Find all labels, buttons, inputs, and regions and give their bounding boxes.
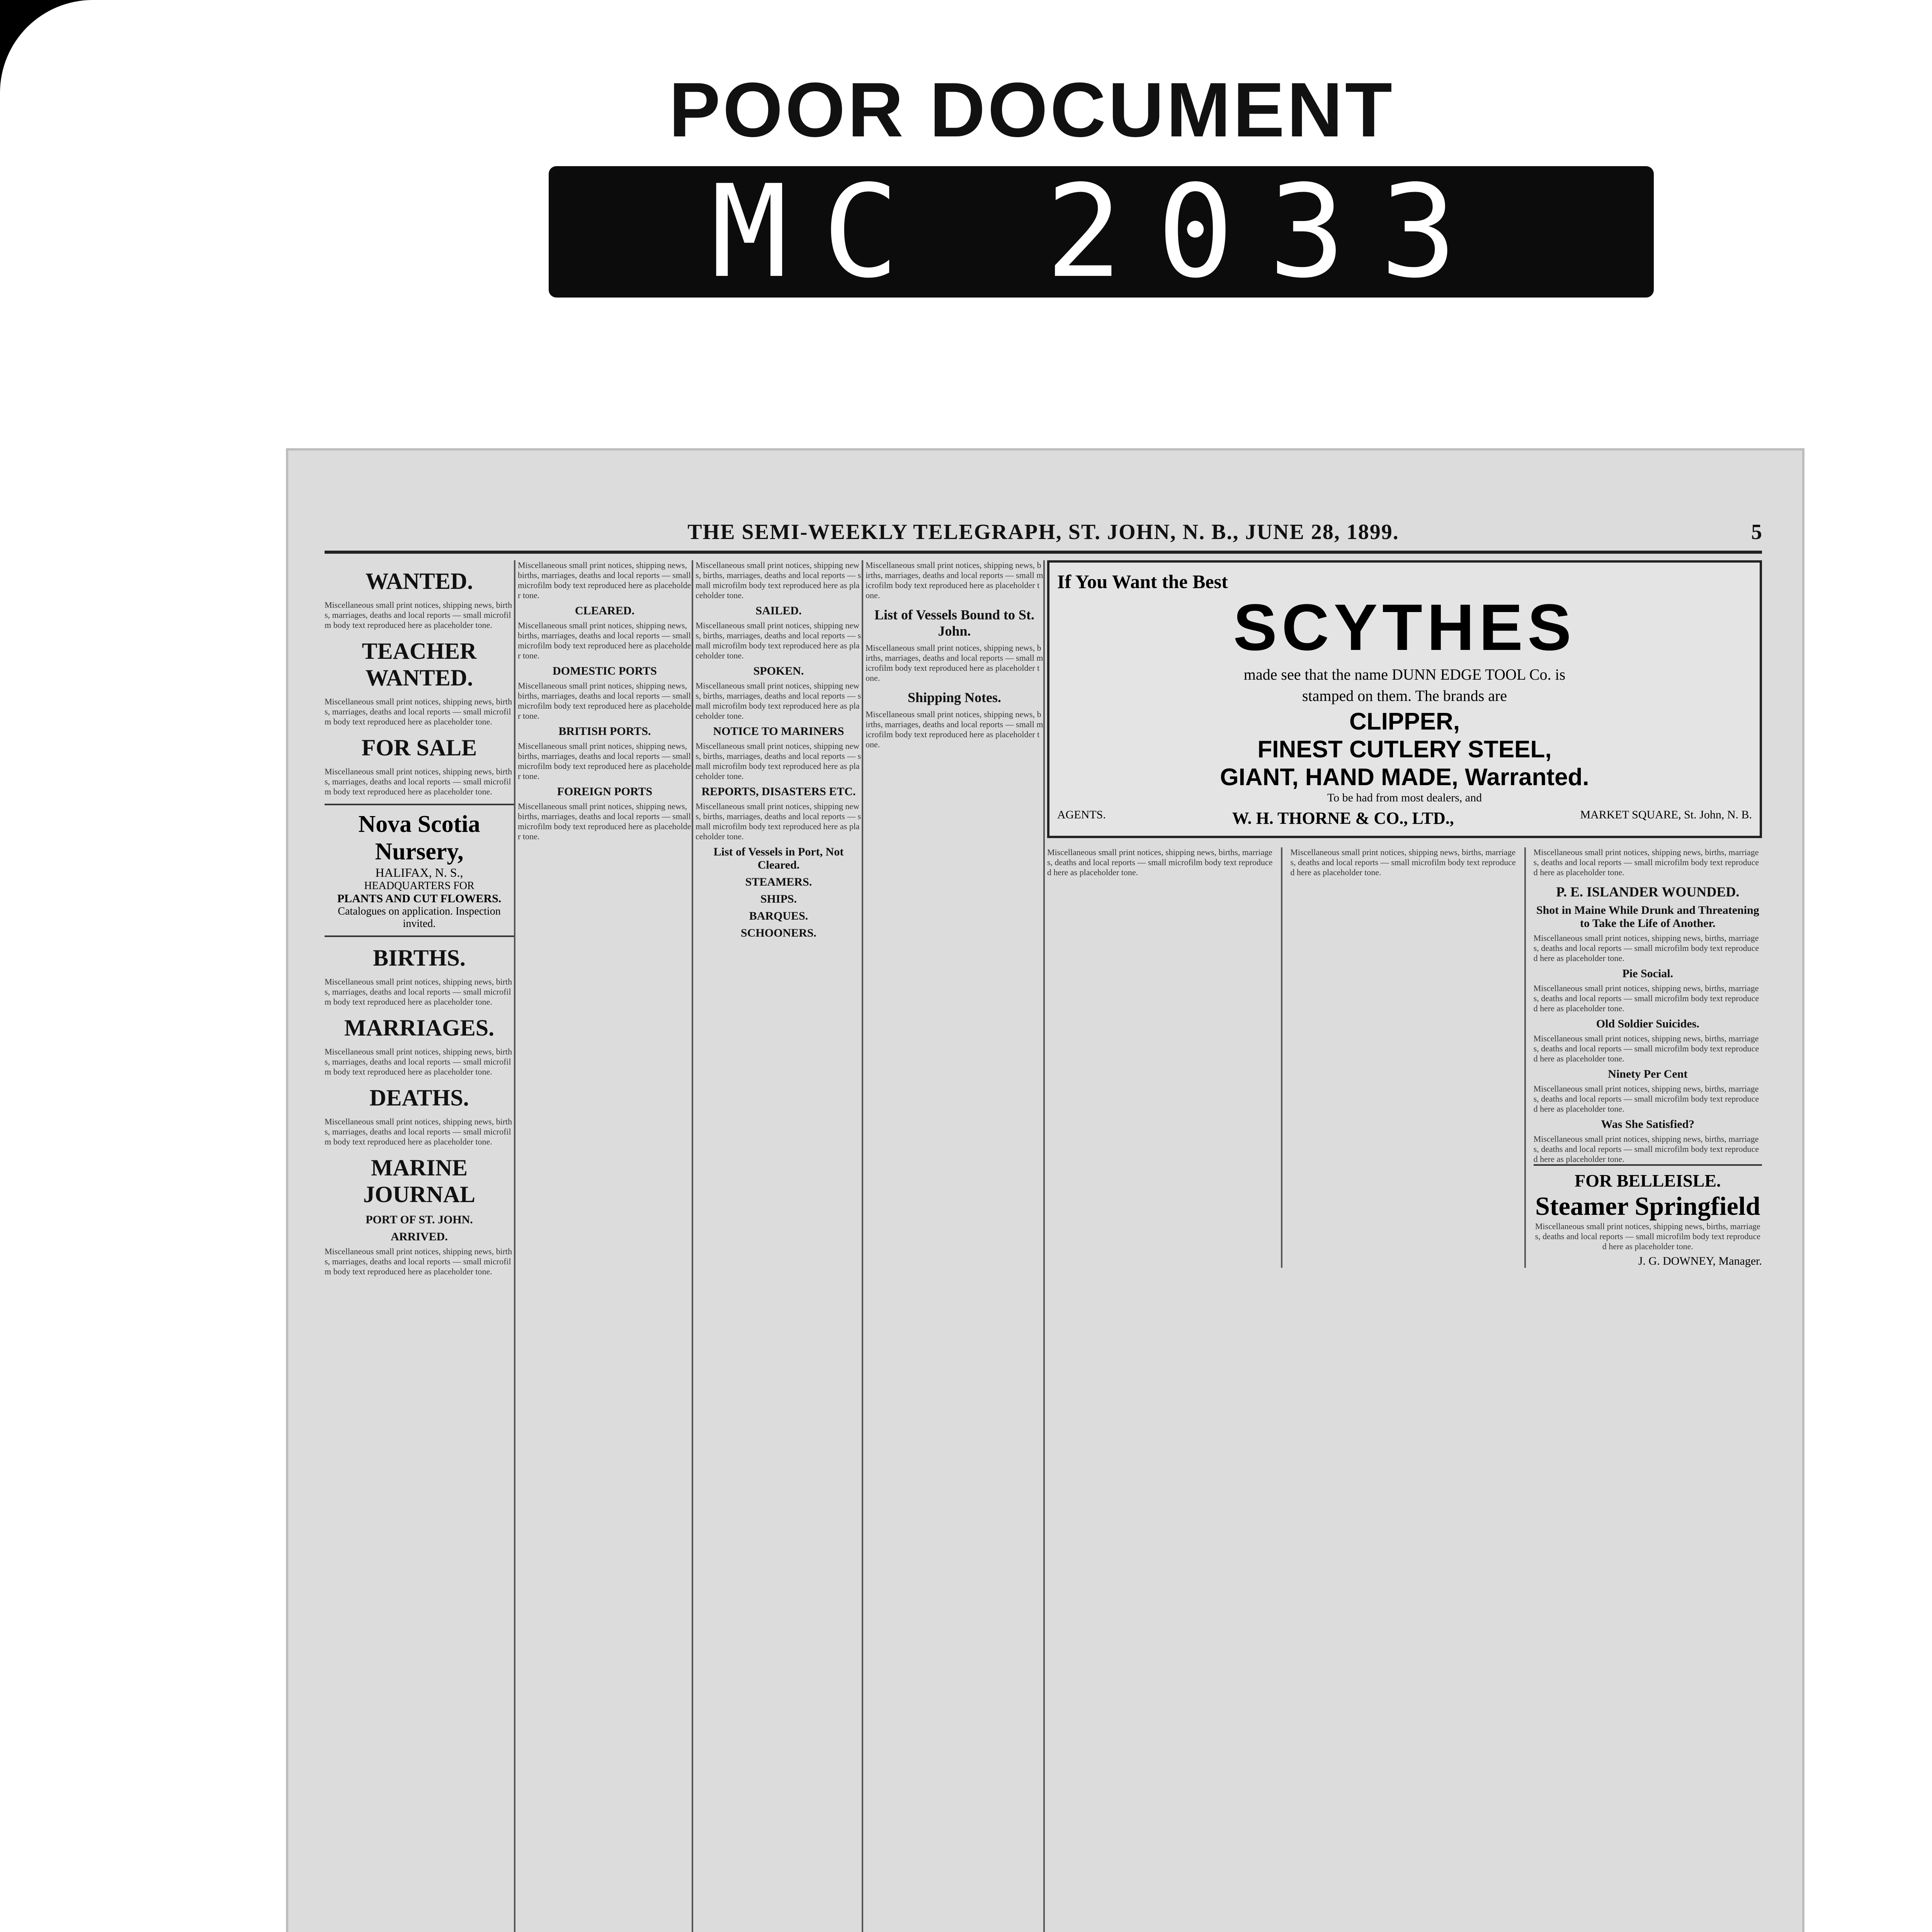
heading-births: BIRTHS. bbox=[373, 945, 466, 971]
masthead-rule bbox=[325, 551, 1762, 554]
heading-cleared: CLEARED. bbox=[575, 604, 635, 617]
vessel-type-ships: SHIPS. bbox=[760, 893, 797, 905]
column-body: Miscellaneous small print notices, shipping news, births, marriages, deaths and local reports — small microfilm body text reproduced here as placeholder tone. bbox=[1047, 847, 1273, 877]
column-body: Miscellaneous small print notices, shipping news, births, marriages, deaths and local reports — small microfilm body text reproduced here as placeholder tone. bbox=[325, 1117, 512, 1146]
heading-port-of-st-john: PORT OF ST. JOHN. bbox=[366, 1213, 473, 1226]
column-body: Miscellaneous small print notices, shipping news, births, marriages, deaths and local reports — small microfilm body text reproduced here as placeholder tone. bbox=[518, 681, 691, 721]
column-body: Miscellaneous small print notices, shipping news, births, marriages, deaths and local reports — small microfilm body text reproduced here as placeholder tone. bbox=[325, 1047, 512, 1077]
column-6 bbox=[1290, 847, 1526, 1268]
vessel-type-schooners: SCHOONERS. bbox=[741, 927, 816, 939]
heading-shipping-notes: Shipping Notes. bbox=[907, 690, 1002, 705]
heading-ninety-per-cent: Ninety Per Cent bbox=[1608, 1068, 1688, 1080]
column-body: Miscellaneous small print notices, shipping news, births, marriages, deaths and local reports — small microfilm body text reproduced here as placeholder tone. bbox=[1533, 1034, 1759, 1063]
heading-teacher-wanted: TEACHER WANTED. bbox=[362, 638, 477, 690]
column-body: Miscellaneous small print notices, shipping news, births, marriages, deaths and local reports — small microfilm body text reproduced here as placeholder tone. bbox=[696, 741, 861, 781]
heading-old-soldier: Old Soldier Suicides. bbox=[1596, 1017, 1699, 1030]
column-body: Miscellaneous small print notices, shipping news, births, marriages, deaths and local reports — small microfilm body text reproduced here as placeholder tone. bbox=[866, 709, 1043, 749]
subheading-pei-wounded: Shot in Maine While Drunk and Threatening to Take the Life of Another. bbox=[1536, 904, 1759, 930]
scythes-ad-lead: If You Want the Best bbox=[1057, 571, 1228, 592]
nursery-tagline: HEADQUARTERS FOR bbox=[364, 880, 474, 892]
heading-deaths: DEATHS. bbox=[369, 1085, 469, 1111]
scythes-ad-line-2: stamped on them. The brands are bbox=[1302, 687, 1507, 704]
column-body: Miscellaneous small print notices, shipping news, births, marriages, deaths and local reports — small microfilm body text reproduced here as placeholder tone. bbox=[696, 621, 861, 660]
right-columns bbox=[1047, 560, 1762, 1932]
masthead: THE SEMI-WEEKLY TELEGRAPH, ST. JOHN, N. B., JUNE 28, 1899. bbox=[687, 520, 1399, 544]
column-body: Miscellaneous small print notices, shipping news, births, marriages, deaths and local reports — small microfilm body text reproduced here as placeholder tone. bbox=[866, 643, 1043, 683]
vessel-type-barques: BARQUES. bbox=[749, 910, 808, 922]
scythes-ad-brand: SCYTHES bbox=[1233, 591, 1576, 664]
heading-pie-social: Pie Social. bbox=[1622, 967, 1673, 980]
heading-pei-wounded: P. E. ISLANDER WOUNDED. bbox=[1556, 884, 1740, 900]
nursery-ad bbox=[325, 804, 514, 937]
scythes-ad-brand-3: GIANT, HAND MADE, Warranted. bbox=[1220, 764, 1589, 791]
steamer-name: Steamer Springfield bbox=[1535, 1191, 1760, 1221]
steamer-ad-signature: J. G. DOWNEY, Manager. bbox=[1638, 1255, 1762, 1267]
column-body: Miscellaneous small print notices, shipping news, births, marriages, deaths and local reports — small microfilm body text reproduced here as placeholder tone. bbox=[325, 767, 512, 796]
scythes-ad-agent: W. H. THORNE & CO., LTD., bbox=[1232, 809, 1454, 828]
column-body: Miscellaneous small print notices, shipping news, births, marriages, deaths and local reports — small microfilm body text reproduced here as placeholder tone. bbox=[696, 681, 861, 721]
nursery-goods: PLANTS AND CUT FLOWERS. bbox=[337, 892, 502, 905]
heading-sailed: SAILED. bbox=[755, 604, 802, 617]
heading-was-she-satisfied: Was She Satisfied? bbox=[1601, 1118, 1695, 1131]
column-body: Miscellaneous small print notices, shipping news, births, marriages, deaths and local reports — small microfilm body text reproduced here as placeholder tone. bbox=[518, 621, 691, 660]
column-1 bbox=[325, 560, 515, 1932]
heading-arrived: ARRIVED. bbox=[391, 1230, 448, 1243]
column-5 bbox=[1047, 847, 1282, 1268]
vessel-type-steamers: STEAMERS. bbox=[745, 876, 812, 888]
column-body: Miscellaneous small print notices, shipping news, births, marriages, deaths and local reports — small microfilm body text reproduced here as placeholder tone. bbox=[696, 560, 861, 600]
story-columns bbox=[1047, 847, 1762, 1268]
scythes-ad-agents-label: AGENTS. bbox=[1057, 808, 1106, 821]
heading-notice-to-mariners: NOTICE TO MARINERS bbox=[713, 725, 844, 738]
column-body: Miscellaneous small print notices, shipping news, births, marriages, deaths and local reports — small microfilm body text reproduced here as placeholder tone. bbox=[1535, 1221, 1761, 1251]
scythes-ad-line-1: made see that the name DUNN EDGE TOOL Co. is bbox=[1243, 666, 1566, 683]
nursery-place: HALIFAX, N. S., bbox=[375, 866, 463, 879]
heading-wanted: WANTED. bbox=[365, 568, 473, 594]
column-body: Miscellaneous small print notices, shipping news, births, marriages, deaths and local reports — small microfilm body text reproduced here as placeholder tone. bbox=[866, 560, 1043, 600]
heading-british-ports: BRITISH PORTS. bbox=[558, 725, 651, 738]
heading-for-sale: FOR SALE bbox=[361, 735, 477, 760]
column-body: Miscellaneous small print notices, shipping news, births, marriages, deaths and local reports — small microfilm body text reproduced here as placeholder tone. bbox=[518, 801, 691, 841]
scythes-ad-dealers: To be had from most dealers, and bbox=[1327, 791, 1482, 804]
column-body: Miscellaneous small print notices, shipping news, births, marriages, deaths and local reports — small microfilm body text reproduced here as placeholder tone. bbox=[1533, 983, 1759, 1013]
column-7 bbox=[1534, 847, 1762, 1268]
page-number: 5 bbox=[1751, 520, 1762, 544]
column-body: Miscellaneous small print notices, shipping news, births, marriages, deaths and local reports — small microfilm body text reproduced here as placeholder tone. bbox=[1533, 933, 1759, 963]
poor-document-label: POOR DOCUMENT bbox=[669, 67, 1395, 153]
column-body: Miscellaneous small print notices, shipping news, births, marriages, deaths and local reports — small microfilm body text reproduced here as placeholder tone. bbox=[1533, 1084, 1759, 1114]
column-body: Miscellaneous small print notices, shipping news, births, marriages, deaths and local reports — small microfilm body text reproduced here as placeholder tone. bbox=[325, 1247, 512, 1276]
column-body: Miscellaneous small print notices, shipping news, births, marriages, deaths and local reports — small microfilm body text reproduced here as placeholder tone. bbox=[325, 977, 512, 1007]
column-body: Miscellaneous small print notices, shipping news, births, marriages, deaths and local reports — small microfilm body text reproduced here as placeholder tone. bbox=[325, 697, 512, 726]
column-body: Miscellaneous small print notices, shipping news, births, marriages, deaths and local reports — small microfilm body text reproduced here as placeholder tone. bbox=[518, 741, 691, 781]
column-3 bbox=[696, 560, 863, 1932]
heading-marine-journal: MARINE JOURNAL bbox=[363, 1155, 475, 1207]
heading-vessels-bound: List of Vessels Bound to St. John. bbox=[874, 607, 1035, 639]
heading-reports-disasters: REPORTS, DISASTERS ETC. bbox=[701, 785, 856, 798]
column-body: Miscellaneous small print notices, shipping news, births, marriages, deaths and local reports — small microfilm body text reproduced here as placeholder tone. bbox=[518, 560, 691, 600]
column-body: Miscellaneous small print notices, shipping news, births, marriages, deaths and local reports — small microfilm body text reproduced here as placeholder tone. bbox=[1533, 847, 1759, 877]
heading-foreign-ports: FOREIGN PORTS bbox=[557, 785, 653, 798]
nursery-catalogue: Catalogues on application. Inspection invited. bbox=[338, 905, 501, 930]
scythes-ad-address: MARKET SQUARE, St. John, N. B. bbox=[1580, 808, 1752, 821]
column-body: Miscellaneous small print notices, shipping news, births, marriages, deaths and local reports — small microfilm body text reproduced here as placeholder tone. bbox=[325, 600, 512, 630]
scythes-ad-brand-1: CLIPPER, bbox=[1349, 708, 1460, 735]
column-4 bbox=[866, 560, 1045, 1932]
heading-domestic-ports: DOMESTIC PORTS bbox=[553, 665, 657, 677]
nursery-name: Nova Scotia Nursery, bbox=[358, 811, 480, 865]
reel-code-bar: MC 2033 bbox=[549, 166, 1654, 298]
scythes-ad bbox=[1047, 560, 1762, 838]
column-body: Miscellaneous small print notices, shipping news, births, marriages, deaths and local reports — small microfilm body text reproduced here as placeholder tone. bbox=[1533, 1134, 1759, 1164]
scythes-ad-agent-row bbox=[1057, 808, 1752, 828]
heading-spoken: SPOKEN. bbox=[753, 665, 804, 677]
heading-marriages: MARRIAGES. bbox=[344, 1015, 495, 1041]
heading-vessels-in-port: List of Vessels in Port, Not Cleared. bbox=[713, 845, 844, 871]
heading-for-belleisle: FOR BELLEISLE. bbox=[1575, 1171, 1721, 1190]
scythes-ad-brand-2: FINEST CUTLERY STEEL, bbox=[1257, 736, 1552, 763]
column-2 bbox=[518, 560, 693, 1932]
steamer-ad bbox=[1534, 1164, 1762, 1268]
newspaper-page bbox=[286, 448, 1804, 1932]
column-body: Miscellaneous small print notices, shipping news, births, marriages, deaths and local reports — small microfilm body text reproduced here as placeholder tone. bbox=[696, 801, 861, 841]
column-body: Miscellaneous small print notices, shipping news, births, marriages, deaths and local reports — small microfilm body text reproduced here as placeholder tone. bbox=[1290, 847, 1516, 877]
